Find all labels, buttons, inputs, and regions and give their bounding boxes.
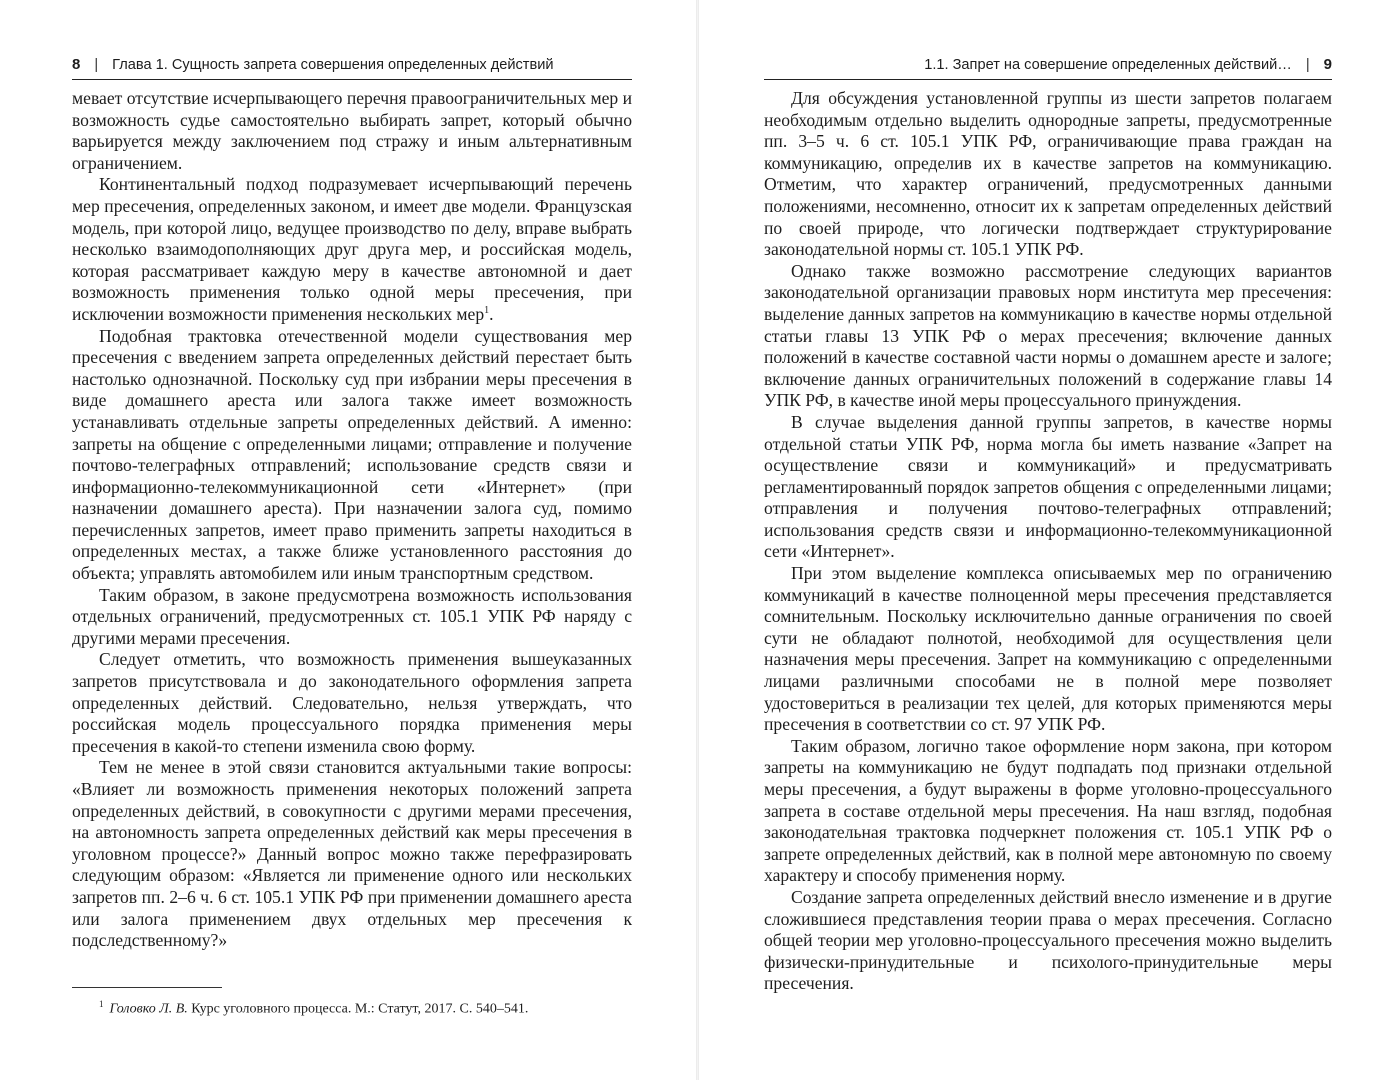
paragraph: Следует отметить, что возможность применения вышеуказанных запретов присутствовала и до законодательного оформления запрета определенных действий. Следовательно, нельзя утверждать, что российская модель процессуального порядка применения меры пресечения в какой-то степени изменила свою форму.	[72, 649, 632, 756]
paragraph-text: Континентальный подход подразумевает исчерпывающий перечень мер пресечения, определенных законом, и имеет две модели. Французская модель, при которой лицо, ведущее производство по делу, вправе выбрать несколько взаимодополняющих друг друга мер, и российская модель, которая рассматривает каждую меру в качестве автономной и дает возможность применения только одной меры пресечения, при исключении возможности применения нескольких мер	[72, 174, 632, 324]
paragraph: мевает отсутствие исчерпывающего перечня правоограничительных мер и возможность судье самостоятельно выбирать запрет, который обычно варьируется между заключением под стражу и иным альтернативным ограничением.	[72, 88, 632, 173]
paragraph: Таким образом, в законе предусмотрена возможность использования отдельных ограничений, предусмотренных ст. 105.1 УПК РФ наряду с другими мерами пресечения.	[72, 584, 632, 648]
paragraph: В случае выделения данной группы запретов, в качестве нормы отдельной статьи УПК РФ, норма могла бы иметь название «Запрет на осуществление связи и коммуникаций» и предусматривать регламентированный порядок запретов общения с определенными лицами; отправления и получения почтово-телеграфных отправлений; использования средств связи и информационно-телекоммуникационной сети «Интернет».	[764, 411, 1332, 562]
footnote-reference[interactable]: 1	[484, 305, 490, 317]
header-separator: |	[1305, 57, 1310, 73]
header-separator: |	[94, 57, 99, 73]
paragraph: Таким образом, логично такое оформление норм закона, при котором запреты на коммуникацию не будут подпадать под признаки отдельной меры пресечения, а будут выражены в форме уголовно-процессуального запрета в составе отдельной меры пресечения. На наш взгляд, подобная законодательная трактовка подчеркнет положения ст. 105.1 УПК РФ о запрете определенных действий, как в полной мере автономную по своему характеру и способу применения норму.	[764, 735, 1332, 886]
footnote-mark: 1	[99, 999, 104, 1009]
left-page-header	[72, 56, 632, 78]
page-number: 8	[72, 56, 81, 73]
paragraph: Создание запрета определенных действий внесло изменение и в другие сложившиеся представления теории права о мерах пресечения. Согласно общей теории мер уголовно-процессуального пресечения можно выделить физически-принудительные и психолого-принудительные меры пресечения.	[764, 886, 1332, 994]
header-rule	[72, 79, 632, 80]
paragraph	[72, 174, 632, 325]
footnote-rule	[72, 987, 222, 988]
paragraph: Однако также возможно рассмотрение следующих вариантов законодательной организации правовых норм института мер пресечения: выделение данных запретов на коммуникацию в качестве нормы отдельной статьи главы 13 УПК РФ о мерах пресечения; включение данных положений в качестве составной части нормы о домашнем аресте и залоге; включение данных ограничительных положений в содержание главы 14 УПК РФ, в качестве иной меры процессуального принуждения.	[764, 260, 1332, 411]
right-page-header	[764, 56, 1332, 78]
header-rule	[764, 79, 1332, 80]
paragraph-end: .	[489, 303, 494, 324]
right-body-text	[764, 88, 1332, 995]
footnote	[72, 995, 632, 1019]
page-number: 9	[1323, 56, 1332, 73]
paragraph: Тем не менее в этой связи становится актуальными такие вопросы: «Влияет ли возможность применения некоторых положений запрета определенных действий, в совокупности с другими мерами пресечения, на автономность запрета определенных действий как меры пресечения в уголовном процессе?» Данный вопрос можно также перефразировать следующим образом: «Является ли применение одного или нескольких запретов пп. 2–6 ч. 6 ст. 105.1 УПК РФ при применении домашнего ареста или залога применением двух отдельных мер пресечения к подследственному?»	[72, 757, 632, 951]
footnote-author: Головко Л. В.	[109, 1001, 188, 1017]
section-title: 1.1. Запрет на совершение определенных действий…	[924, 57, 1292, 73]
chapter-title: Глава 1. Сущность запрета совершения определенных действий	[112, 57, 554, 73]
paragraph: Для обсуждения установленной группы из шести запретов полагаем необходимым отдельно выделить однородные запреты, предусмотренные пп. 3–5 ч. 6 ст. 105.1 УПК РФ, ограничивающие права граждан на коммуникацию, определив их в качестве запретов на коммуникацию. Отметим, что характер ограничений, предусмотренных данными положениями, несомненно, относит их к запретам определенных действий по своей природе, что логически подтверждает структурирование законодательной нормы ст. 105.1 УПК РФ.	[764, 88, 1332, 260]
paragraph: Подобная трактовка отечественной модели существования мер пресечения с введением запрета определенных действий перестает быть настолько однозначной. Поскольку суд при избрании меры пресечения в виде домашнего ареста или залога также имеет возможность устанавливать отдельные запреты определенных действий. А именно: запреты на общение с определенными лицами; отправление и получение почтово-телеграфных отправлений; использование средств связи и информационно-телекоммуникационной сети «Интернет» (при назначении домашнего ареста). При назначении залога суд, помимо перечисленных запретов, имеет право применить запреты находиться в определенных местах, а также ближе установленного расстояния до объекта; управлять автомобилем или иным транспортным средством.	[72, 325, 632, 584]
footnote-text: Курс уголовного процесса. М.: Статут, 2017. С. 540–541.	[191, 1001, 529, 1017]
left-page	[0, 0, 697, 1080]
left-body-text	[72, 88, 632, 952]
right-page	[698, 0, 1395, 1080]
paragraph: При этом выделение комплекса описываемых мер по ограничению коммуникаций в качестве полноценной меры пресечения представляется сомнительным. Поскольку исключительно данные ограничения по своей сути не обладают полнотой, необходимой для осуществления цели назначения меры пресечения. Запрет на коммуникацию с определенными лицами различными способами не в полной мере позволяет удостовериться в реализации тех целей, для которых применяются меры пресечения в соответствии со ст. 97 УПК РФ.	[764, 563, 1332, 735]
